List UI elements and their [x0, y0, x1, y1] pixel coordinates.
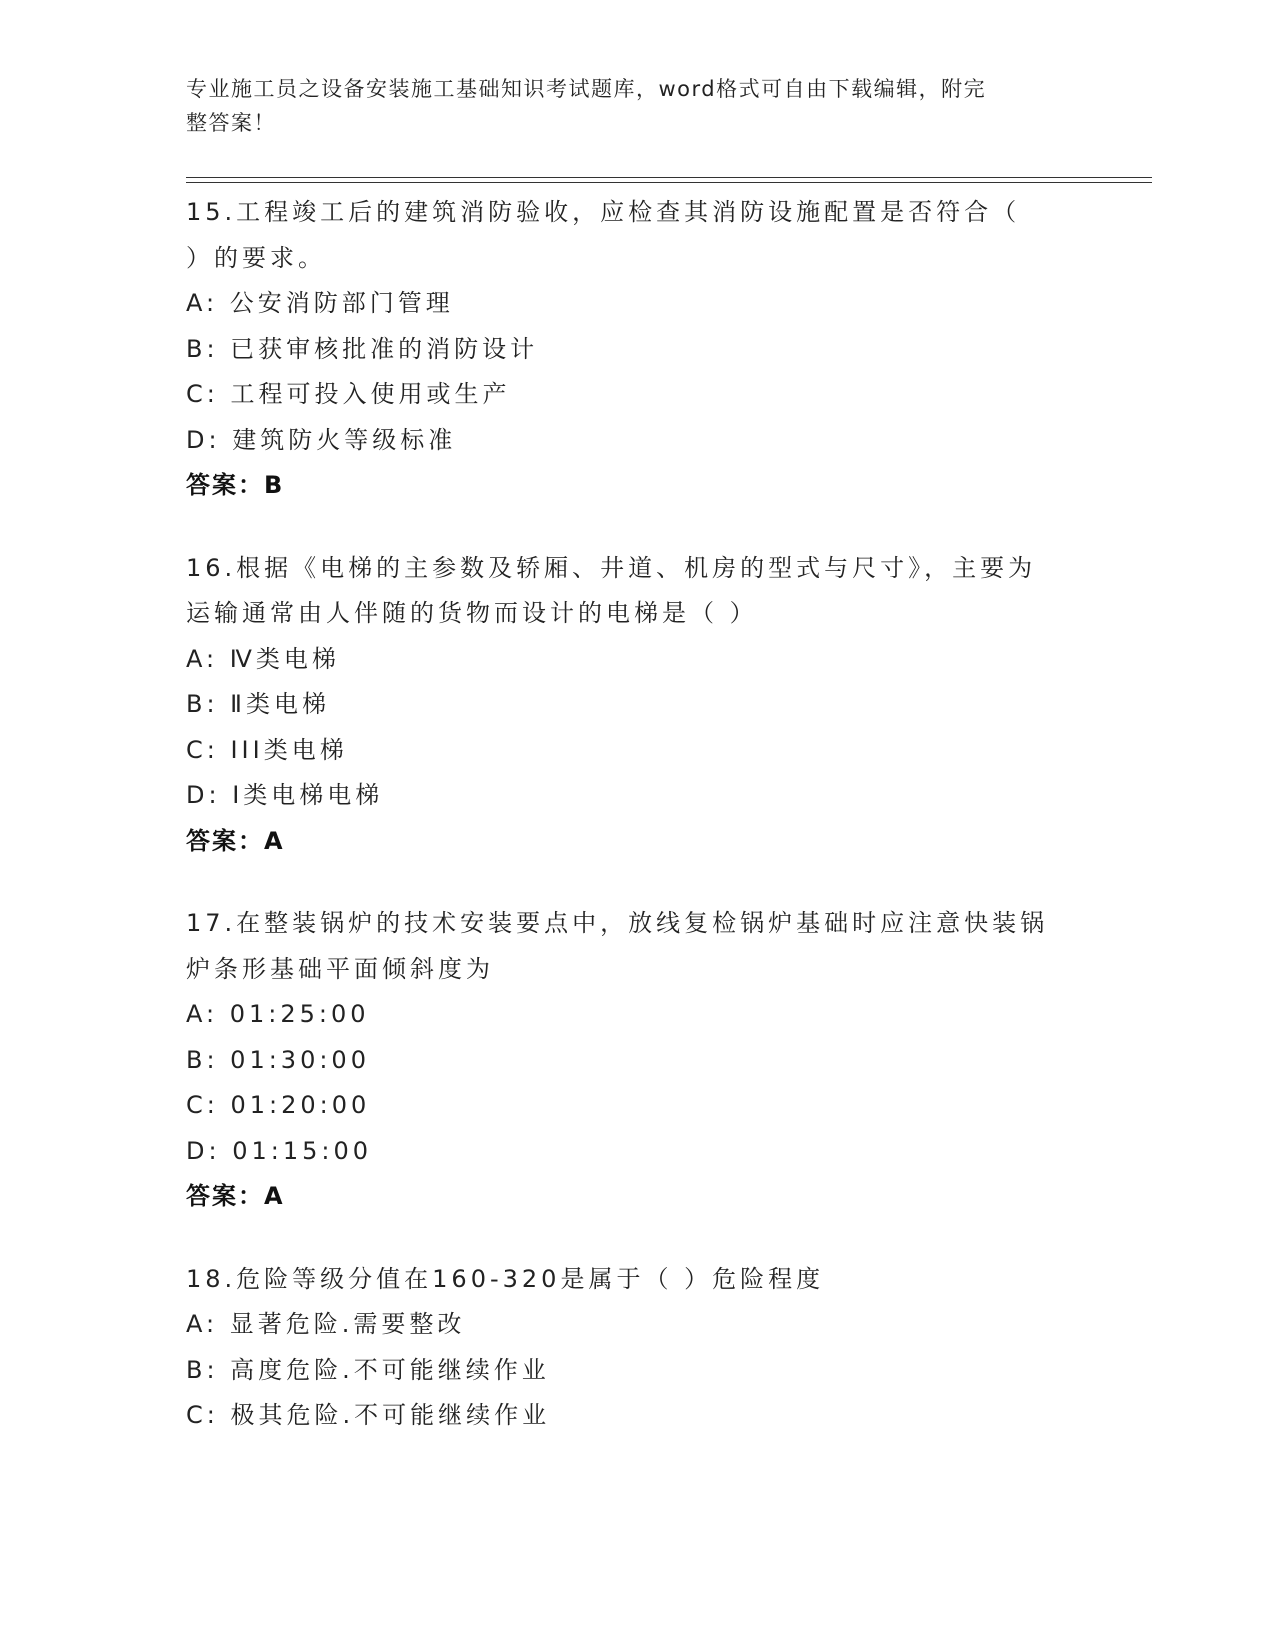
question-stem-line: 16.根据《电梯的主参数及轿厢、井道、机房的型式与尺寸》，主要为	[186, 553, 1037, 582]
answer-value: A	[264, 826, 285, 855]
header-line-1: 专业施工员之设备安装施工基础知识考试题库，word格式可自由下载编辑，附完	[186, 77, 987, 101]
option-c: C: 01:20:00	[186, 1091, 371, 1119]
option-a: A: 01:25:00	[186, 1000, 370, 1028]
option-b: B: 已获审核批准的消防设计	[186, 334, 539, 363]
option-a: A: Ⅳ类电梯	[186, 644, 340, 673]
answer-label: 答案：	[186, 826, 264, 855]
answer-label: 答案：	[186, 471, 264, 499]
header-line-2: 整答案！	[186, 111, 276, 135]
header-divider-bottom	[186, 182, 1152, 183]
question-stem-line: ）的要求。	[186, 243, 326, 272]
option-c: C: III类电梯	[186, 735, 348, 764]
question-stem-line: 炉条形基础平面倾斜度为	[186, 954, 494, 983]
option-a: A: 公安消防部门管理	[186, 289, 454, 317]
option-b: B: Ⅱ类电梯	[186, 690, 330, 718]
header-divider-top	[186, 177, 1152, 178]
answer-line	[186, 463, 1086, 509]
question-stem-line: 运输通常由人伴随的货物而设计的电梯是（ ）	[186, 599, 758, 627]
option-c: C: 极其危险.不可能继续作业	[186, 1401, 551, 1429]
answer-label: 答案：	[186, 1182, 264, 1210]
option-c: C: 工程可投入使用或生产	[186, 380, 511, 408]
question-stem-line: 17.在整装锅炉的技术安装要点中，放线复检锅炉基础时应注意快装锅	[186, 909, 1049, 937]
question-15	[186, 190, 1086, 509]
answer-line	[186, 1174, 1086, 1220]
question-stem-line: 18.危险等级分值在160-320是属于（ ）危险程度	[186, 1264, 825, 1293]
question-16	[186, 546, 1086, 865]
option-b: B: 高度危险.不可能继续作业	[186, 1355, 550, 1384]
answer-value: A	[264, 1182, 285, 1210]
question-stem-line: 15.工程竣工后的建筑消防验收，应检查其消防设施配置是否符合（	[186, 198, 1021, 226]
option-b: B: 01:30:00	[186, 1045, 370, 1074]
answer-value: B	[264, 471, 285, 499]
question-list	[186, 190, 1086, 1476]
option-a: A: 显著危险.需要整改	[186, 1310, 466, 1338]
option-d: D: 01:15:00	[186, 1136, 372, 1165]
question-18	[186, 1257, 1086, 1439]
document-header	[186, 72, 1066, 140]
answer-line	[186, 819, 1086, 865]
option-d: D: Ⅰ类电梯电梯	[186, 781, 384, 809]
question-17	[186, 901, 1086, 1220]
option-d: D: 建筑防火等级标准	[186, 425, 457, 454]
